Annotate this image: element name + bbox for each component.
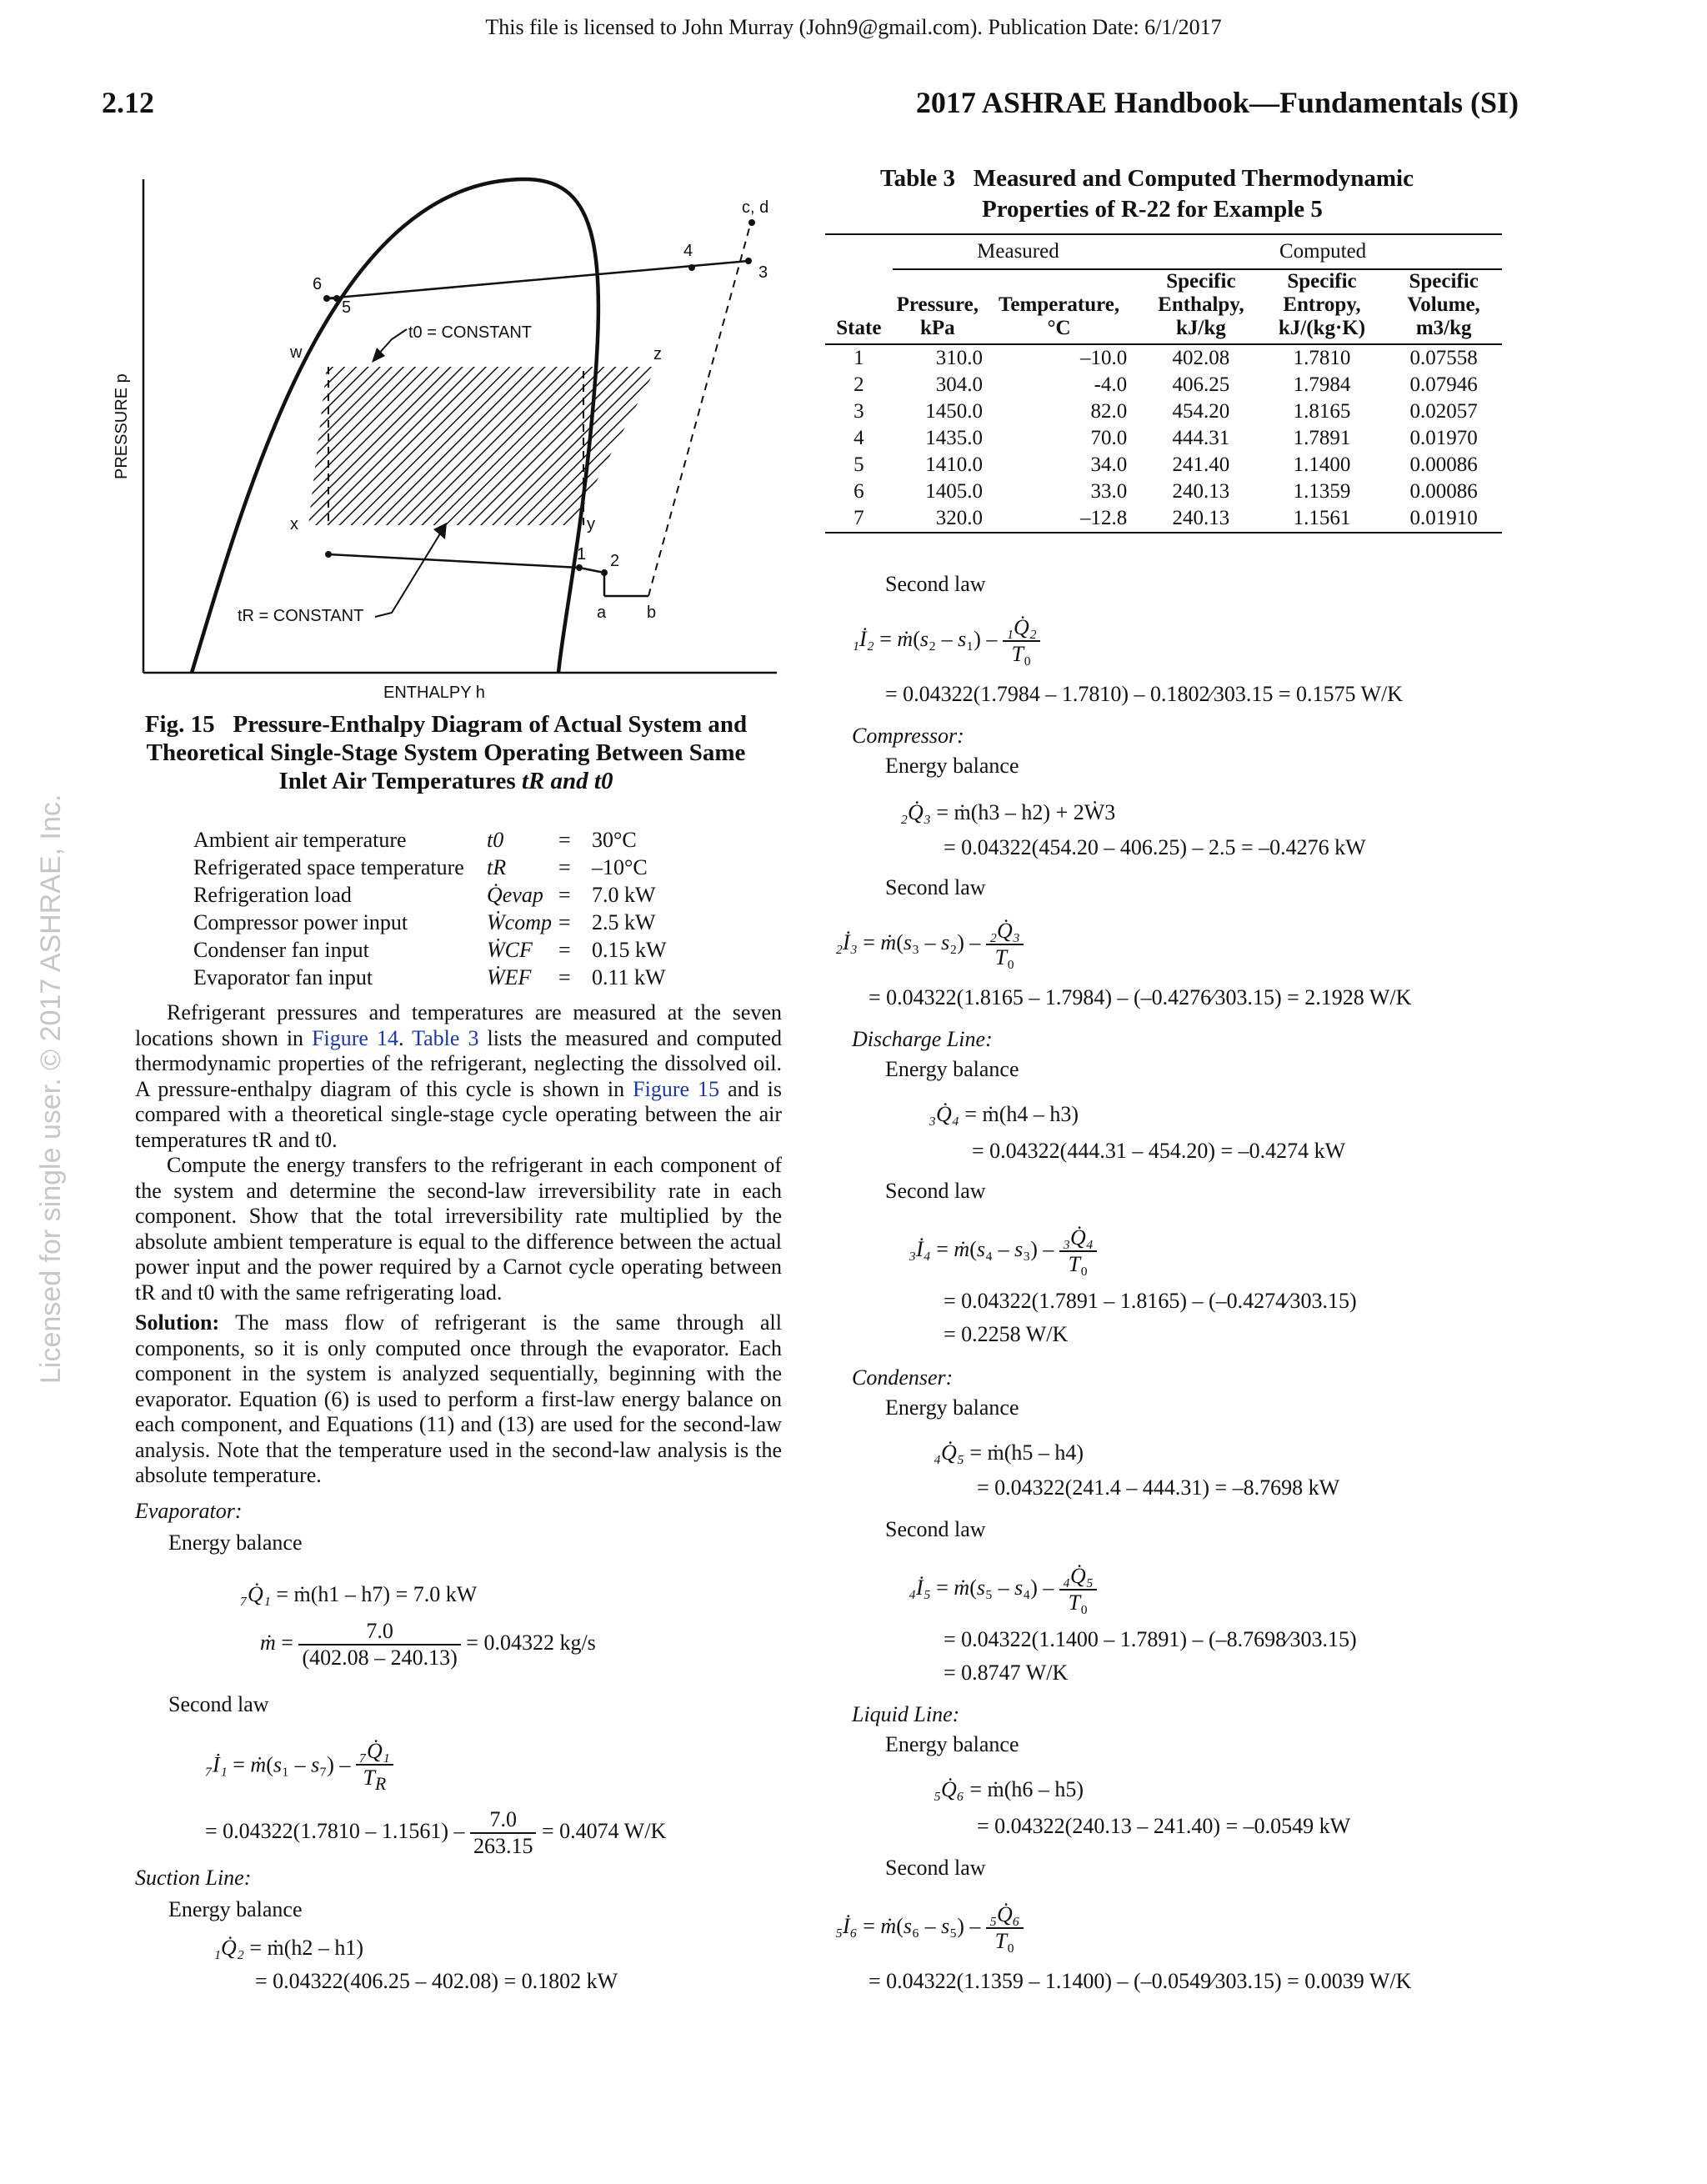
pressure-enthalpy-diagram (100, 163, 792, 704)
disch-i-result-2: = 0.2258 W/K (944, 1322, 1069, 1346)
suction-q-equation: ₁Q̇₂ = ṁ(h2 – h1) (213, 1936, 364, 1960)
given-value: 7.0 kW (592, 883, 656, 907)
disch-i-equation: ₃İ₄ = ṁ(s₄ – s₃) – $\frac{\text{₃Q̇₄}}{\text{T₀}}$ (909, 1225, 1097, 1277)
tr-constant-label: tR = CONSTANT (238, 607, 364, 625)
disch-second-law-label: Second law (885, 1179, 986, 1203)
solution-label: Solution: (135, 1310, 220, 1335)
col-volume: Specific Volume, m3/kg (1407, 270, 1480, 339)
evap-i-equation: ₇İ₁ = ṁ(s₁ – s₇) – $\frac{\text{₇Q̇₁}}{T_R}$ (205, 1739, 393, 1795)
point-label-z: z (653, 345, 662, 363)
liq-q-equation: ₅Q̇₆ = ṁ(h6 – h5) (934, 1777, 1084, 1801)
given-symbol: ẆCF (487, 938, 533, 962)
col-pressure: Pressure, kPa (896, 293, 979, 339)
table-caption-line1: Measured and Computed Thermodynamic (973, 165, 1414, 192)
evap-q-equation: ₇Q̇₁ = ṁ(h1 – h7) = 7.0 kW (240, 1582, 478, 1606)
comp-i-result: = 0.04322(1.8165 – 1.7984) – (–0.4276⁄303.15) = 2.1928 W/K (869, 985, 1412, 1009)
point-label-x: x (290, 515, 298, 533)
table-row: 7 320.0 –12.8 240.13 1.1561 0.01910 (854, 507, 1478, 529)
figure-caption-prefix: Fig. 15 (144, 711, 215, 738)
given-value: 30°C (592, 828, 637, 852)
condenser-heading: Condenser: (852, 1365, 954, 1390)
evaporator-heading: Evaporator: (135, 1499, 243, 1523)
book-title: 2017 ASHRAE Handbook—Fundamentals (SI) (915, 86, 1519, 119)
t0-constant-label: t0 = CONSTANT (408, 323, 532, 342)
y-axis-label: PRESSURE p (113, 373, 131, 479)
hatched-region (308, 367, 657, 525)
point-label-4: 4 (683, 242, 693, 260)
suction-q-result: = 0.04322(406.25 – 402.08) = 0.1802 kW (255, 1969, 618, 1993)
suction-line-heading: Suction Line: (135, 1866, 252, 1890)
cond-q-equation: ₄Q̇₅ = ṁ(h5 – h4) (934, 1440, 1084, 1465)
point-label-cd: c, d (742, 198, 769, 217)
table-row: 6 1405.0 33.0 240.13 1.1359 0.00086 (854, 480, 1478, 503)
point-label-3: 3 (758, 263, 768, 282)
col-entropy: Specific Entropy, kJ/(kg·K) (1278, 270, 1366, 339)
disch-energy-balance-label: Energy balance (885, 1057, 1019, 1081)
license-notice: This file is licensed to John Murray (John9@gmail.com). Publication Date: 6/1/2017 (485, 15, 1222, 39)
disch-q-equation: ₃Q̇₄ = ṁ(h4 – h3) (929, 1102, 1079, 1126)
table-row: 2 304.0 -4.0 406.25 1.7984 0.07946 (854, 373, 1478, 396)
disch-q-result: = 0.04322(444.31 – 454.20) = –0.4274 kW (972, 1139, 1346, 1163)
figure-14-link[interactable]: Figure 14 (312, 1025, 399, 1050)
comp-i-equation: ₂İ₃ = ṁ(s₃ – s₂) – $\frac{\text{₂Q̇₃}}{\text{T₀}}$ (835, 919, 1024, 970)
point-label-2: 2 (610, 552, 620, 570)
body-text (135, 1000, 782, 1489)
liquid-line-heading: Liquid Line: (852, 1702, 960, 1726)
comp-energy-balance-label: Energy balance (885, 754, 1019, 778)
x-axis-label: ENTHALPY h (383, 684, 485, 702)
page-number: 2.12 (102, 86, 154, 119)
point-label-a: a (597, 604, 607, 622)
liq-energy-balance-label: Energy balance (885, 1732, 1019, 1756)
given-value: 2.5 kW (592, 910, 656, 934)
table-caption-prefix: Table 3 (880, 165, 955, 192)
evap-second-law-label: Second law (168, 1692, 269, 1716)
given-label: Refrigerated space temperature (193, 855, 464, 879)
table-caption (867, 163, 1550, 225)
table-row: 1 310.0 –10.0 402.08 1.7810 0.07558 (854, 347, 1478, 369)
license-watermark: Licensed for single user. © 2017 ASHRAE, Inc. (35, 794, 67, 1384)
col-temperature: Temperature, °C (999, 293, 1120, 339)
disch-i-result-1: = 0.04322(1.7891 – 1.8165) – (–0.4274⁄303.15) (944, 1289, 1357, 1313)
table-3-link[interactable]: Table 3 (412, 1025, 479, 1050)
point-label-w: w (290, 343, 303, 362)
figure-caption (117, 710, 775, 795)
liq-i-equation: ₅İ₆ = ṁ(s₆ – s₅) – $\frac{\text{₅Q̇₆}}{\text{T₀}}$ (835, 1902, 1024, 1954)
given-label: Evaporator fan input (193, 965, 373, 989)
comp-q-result: = 0.04322(454.20 – 406.25) – 2.5 = –0.4276 kW (944, 835, 1366, 859)
cond-q-result: = 0.04322(241.4 – 444.31) = –8.7698 kW (977, 1475, 1340, 1500)
given-label: Refrigeration load (193, 883, 352, 907)
point-label-1: 1 (577, 545, 587, 564)
discharge-line-heading: Discharge Line: (852, 1027, 993, 1051)
paragraph-1: Refrigerant pressures and temperatures are measured at the seven locations shown in Figure 14. Table 3 lists the measured and computed thermodynamic properties of the refrigerant, neglecting the dissolved oil. A pressure-enthalpy diagram of this cycle is shown in Figure 15 and is compared with a theoretical single-stage cycle operating between the air temperatures tR and t0. (135, 1000, 783, 1152)
given-value: 0.15 kW (592, 938, 667, 962)
comp-second-law-label: Second law (885, 875, 986, 899)
given-value: 0.11 kW (592, 965, 666, 989)
evap-m-equation: ṁ = $\frac{7.0}{(402.08 - 240.13)}$ = 0.04322 kg/s (260, 1619, 596, 1670)
given-symbol: t0 (487, 828, 504, 852)
suction-i-equation: ₁İ₂ = ṁ(s₂ – s₁) – $\frac{\text{₁Q̇₂}}{\text{T₀}}$ (852, 615, 1040, 667)
given-label: Compressor power input (193, 910, 408, 934)
table-row: 3 1450.0 82.0 454.20 1.8165 0.02057 (854, 400, 1478, 423)
point-label-b: b (647, 604, 657, 622)
cond-i-result-1: = 0.04322(1.1400 – 1.7891) – (–8.7698⁄303.15) (944, 1627, 1357, 1651)
given-symbol: tR (487, 855, 507, 879)
cond-second-law-label: Second law (885, 1517, 986, 1541)
given-symbol: ẆEF (487, 965, 532, 989)
table-row: 5 1410.0 34.0 241.40 1.1400 0.00086 (854, 453, 1478, 476)
figure-caption-vars: tR and t0 (521, 768, 613, 794)
diagram-svg (100, 163, 792, 704)
table-caption-line2: Properties of R-22 for Example 5 (982, 196, 1323, 223)
cond-i-equation: ₄İ₅ = ṁ(s₅ – s₄) – $\frac{\text{₄Q̇₅}}{\text{T₀}}$ (909, 1564, 1097, 1615)
point-label-y: y (587, 515, 595, 533)
figure-caption-line1: Pressure-Enthalpy Diagram of Actual System and (233, 711, 748, 738)
given-symbol: Ẇcomp (487, 910, 552, 934)
evap-i-result: = 0.04322(1.7810 – 1.1561) – $\frac{7.0}{263.15}$ = 0.4074 W/K (205, 1807, 667, 1858)
liq-q-result: = 0.04322(240.13 – 241.40) = –0.0549 kW (977, 1814, 1351, 1838)
given-symbol: Q̇evap (487, 883, 543, 907)
point-label-6: 6 (313, 275, 323, 293)
properties-table (825, 233, 1502, 533)
liq-i-result: = 0.04322(1.1359 – 1.1400) – (–0.0549⁄303.15) = 0.0039 W/K (869, 1969, 1412, 1993)
group-computed: Computed (1144, 234, 1502, 269)
given-value: –10°C (592, 855, 648, 879)
cond-i-result-2: = 0.8747 W/K (944, 1661, 1069, 1685)
paragraph-solution: Solution: The mass flow of refrigerant is the same through all components, so it is only computed once through the evaporator. Each component in the system is analyzed sequentially, beginning with the evaporator. Equation (6) is used to perform a first-law energy balance on each component, and Equations (11) and (13) are used for the second-law analysis. Note that the temperature used in the second-law analysis is the absolute temperature. (135, 1310, 782, 1487)
liq-second-law-label: Second law (885, 1856, 986, 1880)
group-measured: Measured (893, 234, 1144, 269)
col-state: State (836, 317, 882, 339)
point-label-5: 5 (342, 298, 352, 317)
figure-caption-line2: Theoretical Single-Stage System Operating Between Same (146, 739, 746, 766)
given-label: Ambient air temperature (193, 828, 407, 852)
figure-15-link[interactable]: Figure 15 (633, 1076, 720, 1101)
paragraph-2: Compute the energy transfers to the refrigerant in each component of the system and determine the second-law irreversibility rate in each component. Show that the total irreversibility rate multiplied by the absolute ambient temperature is equal to the difference between the actual power input and the power required by a Carnot cycle operating between tR and t0 with the same refrigerating load. (135, 1153, 782, 1305)
given-label: Condenser fan input (193, 938, 369, 962)
comp-q-equation: ₂Q̇₃ = ṁ(h3 – h2) + 2Ẇ3 (900, 800, 1116, 824)
compressor-heading: Compressor: (852, 724, 964, 748)
evap-energy-balance-label: Energy balance (168, 1530, 303, 1555)
suction-i-result: = 0.04322(1.7984 – 1.7810) – 0.1802⁄303.15 = 0.1575 W/K (885, 682, 1404, 706)
suction-energy-balance-label: Energy balance (168, 1897, 303, 1921)
figure-caption-line3: Inlet Air Temperatures (278, 768, 516, 794)
col-enthalpy: Specific Enthalpy, kJ/kg (1158, 270, 1244, 339)
table-row: 4 1435.0 70.0 444.31 1.7891 0.01970 (854, 427, 1478, 449)
cond-energy-balance-label: Energy balance (885, 1395, 1019, 1420)
suction-second-law-label: Second law (885, 572, 986, 596)
